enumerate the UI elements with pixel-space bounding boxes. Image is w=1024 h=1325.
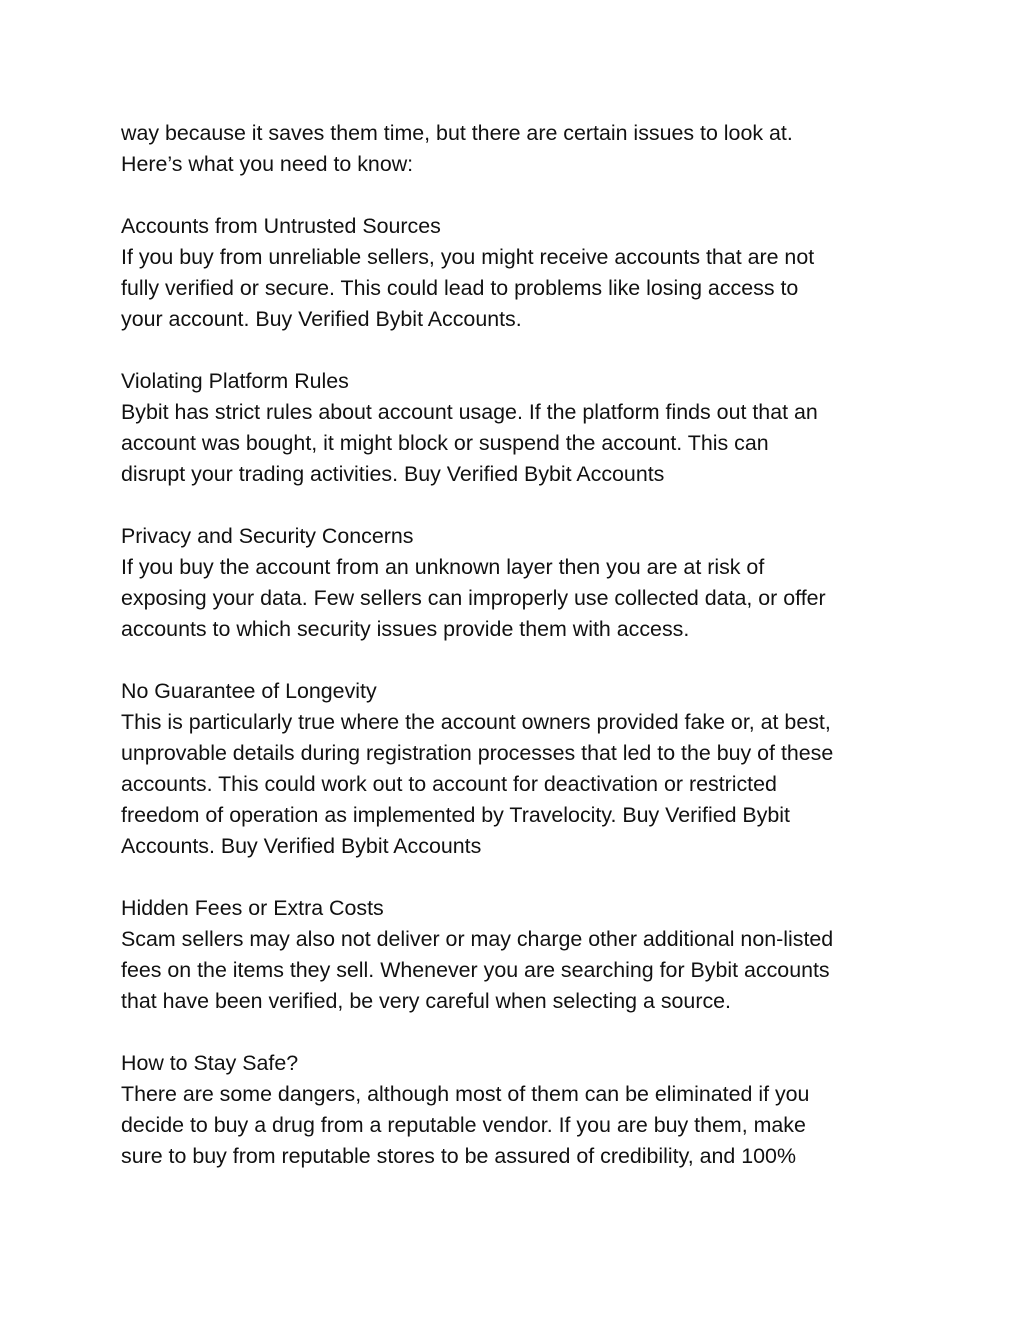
intro-line: way because it saves them time, but there are certain issues to look at. bbox=[121, 121, 793, 145]
body-line: There are some dangers, although most of them can be eliminated if you bbox=[121, 1082, 810, 1106]
paragraph-spacer bbox=[121, 335, 921, 366]
body-line: Bybit has strict rules about account usage. If the platform finds out that an bbox=[121, 400, 818, 424]
body-line: freedom of operation as implemented by Travelocity. Buy Verified Bybit bbox=[121, 803, 790, 827]
paragraph-spacer bbox=[121, 645, 921, 676]
body-line: Scam sellers may also not deliver or may charge other additional non-listed bbox=[121, 927, 834, 951]
section-privacy-security bbox=[121, 521, 921, 645]
body-line: accounts to which security issues provide them with access. bbox=[121, 617, 690, 641]
body-line: disrupt your trading activities. Buy Verified Bybit Accounts bbox=[121, 462, 665, 486]
section-stay-safe bbox=[121, 1048, 921, 1172]
body-line: decide to buy a drug from a reputable vendor. If you are buy them, make bbox=[121, 1113, 806, 1137]
body-line: If you buy from unreliable sellers, you might receive accounts that are not bbox=[121, 245, 815, 269]
section-heading: Privacy and Security Concerns bbox=[121, 524, 414, 548]
body-line: This is particularly true where the account owners provided fake or, at best, bbox=[121, 710, 831, 734]
body-line: your account. Buy Verified Bybit Accounts. bbox=[121, 307, 522, 331]
body-line: If you buy the account from an unknown layer then you are at risk of bbox=[121, 555, 765, 579]
body-line: sure to buy from reputable stores to be assured of credibility, and 100% bbox=[121, 1144, 796, 1168]
paragraph-spacer bbox=[121, 180, 921, 211]
body-line: unprovable details during registration processes that led to the buy of these bbox=[121, 741, 834, 765]
section-heading: Accounts from Untrusted Sources bbox=[121, 214, 441, 238]
section-untrusted-sources bbox=[121, 211, 921, 335]
paragraph-spacer bbox=[121, 490, 921, 521]
section-hidden-fees bbox=[121, 893, 921, 1017]
body-line: that have been verified, be very careful when selecting a source. bbox=[121, 989, 731, 1013]
body-line: account was bought, it might block or suspend the account. This can bbox=[121, 431, 769, 455]
paragraph-spacer bbox=[121, 862, 921, 893]
section-heading: Hidden Fees or Extra Costs bbox=[121, 896, 384, 920]
intro-paragraph bbox=[121, 118, 921, 180]
section-longevity bbox=[121, 676, 921, 862]
body-line: Accounts. Buy Verified Bybit Accounts bbox=[121, 834, 482, 858]
document-page bbox=[121, 118, 921, 1172]
section-heading: How to Stay Safe? bbox=[121, 1051, 299, 1075]
body-line: exposing your data. Few sellers can improperly use collected data, or offer bbox=[121, 586, 826, 610]
section-violating-rules bbox=[121, 366, 921, 490]
body-line: accounts. This could work out to account for deactivation or restricted bbox=[121, 772, 777, 796]
body-line: fully verified or secure. This could lead to problems like losing access to bbox=[121, 276, 799, 300]
paragraph-spacer bbox=[121, 1017, 921, 1048]
intro-line: Here’s what you need to know: bbox=[121, 152, 414, 176]
section-heading: No Guarantee of Longevity bbox=[121, 679, 377, 703]
section-heading: Violating Platform Rules bbox=[121, 369, 349, 393]
body-line: fees on the items they sell. Whenever you are searching for Bybit accounts bbox=[121, 958, 830, 982]
